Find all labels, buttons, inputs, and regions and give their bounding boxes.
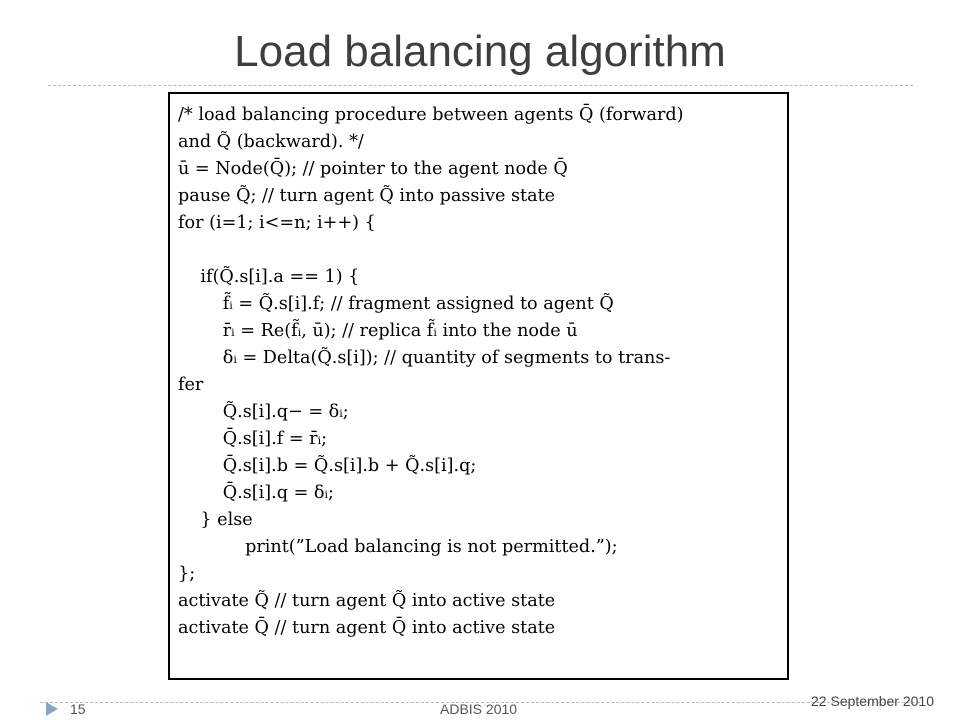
code-line: } else — [178, 510, 253, 530]
conference-label: ADBIS 2010 — [440, 701, 518, 717]
code-line: δᵢ = Delta(Q̃.s[i]); // quantity of segments to trans- — [178, 348, 671, 368]
code-line: if(Q̃.s[i].a == 1) { — [178, 267, 360, 287]
code-line: r̄ᵢ = Re(f̃ᵢ, ū); // replica f̃ᵢ into the node ū — [178, 321, 578, 341]
code-line: }; — [178, 564, 196, 584]
code-line: ū = Node(Q̄); // pointer to the agent node Q̄ — [178, 159, 568, 179]
code-line: Q̄.s[i].b = Q̃.s[i].b + Q̃.s[i].q; — [178, 456, 477, 476]
algorithm-code-box — [168, 92, 789, 680]
code-line: fer — [178, 375, 204, 395]
code-line: /* load balancing procedure between agents Q̄ (forward) — [178, 105, 684, 125]
code-line: activate Q̄ // turn agent Q̄ into active state — [178, 618, 556, 638]
triangle-bullet-icon — [45, 701, 59, 717]
code-line: pause Q̃; // turn agent Q̃ into passive state — [178, 186, 556, 206]
code-line: f̃ᵢ = Q̃.s[i].f; // fragment assigned to agent Q̃ — [178, 294, 614, 314]
code-line: Q̄.s[i].q = δᵢ; — [178, 483, 334, 503]
code-line: Q̄.s[i].f = r̄ᵢ; — [178, 429, 328, 449]
slide-date: 22 September 2010 — [811, 693, 934, 709]
code-line: print(”Load balancing is not permitted.”); — [178, 537, 618, 557]
code-line: Q̃.s[i].q− = δᵢ; — [178, 402, 349, 422]
slide-title: Load balancing algorithm — [234, 27, 726, 76]
code-line: activate Q̃ // turn agent Q̃ into active state — [178, 591, 556, 611]
code-line: and Q̃ (backward). */ — [178, 132, 364, 152]
code-line: for (i=1; i<=n; i++) { — [178, 213, 376, 233]
page-number: 15 — [70, 701, 86, 717]
title-divider — [48, 85, 913, 86]
